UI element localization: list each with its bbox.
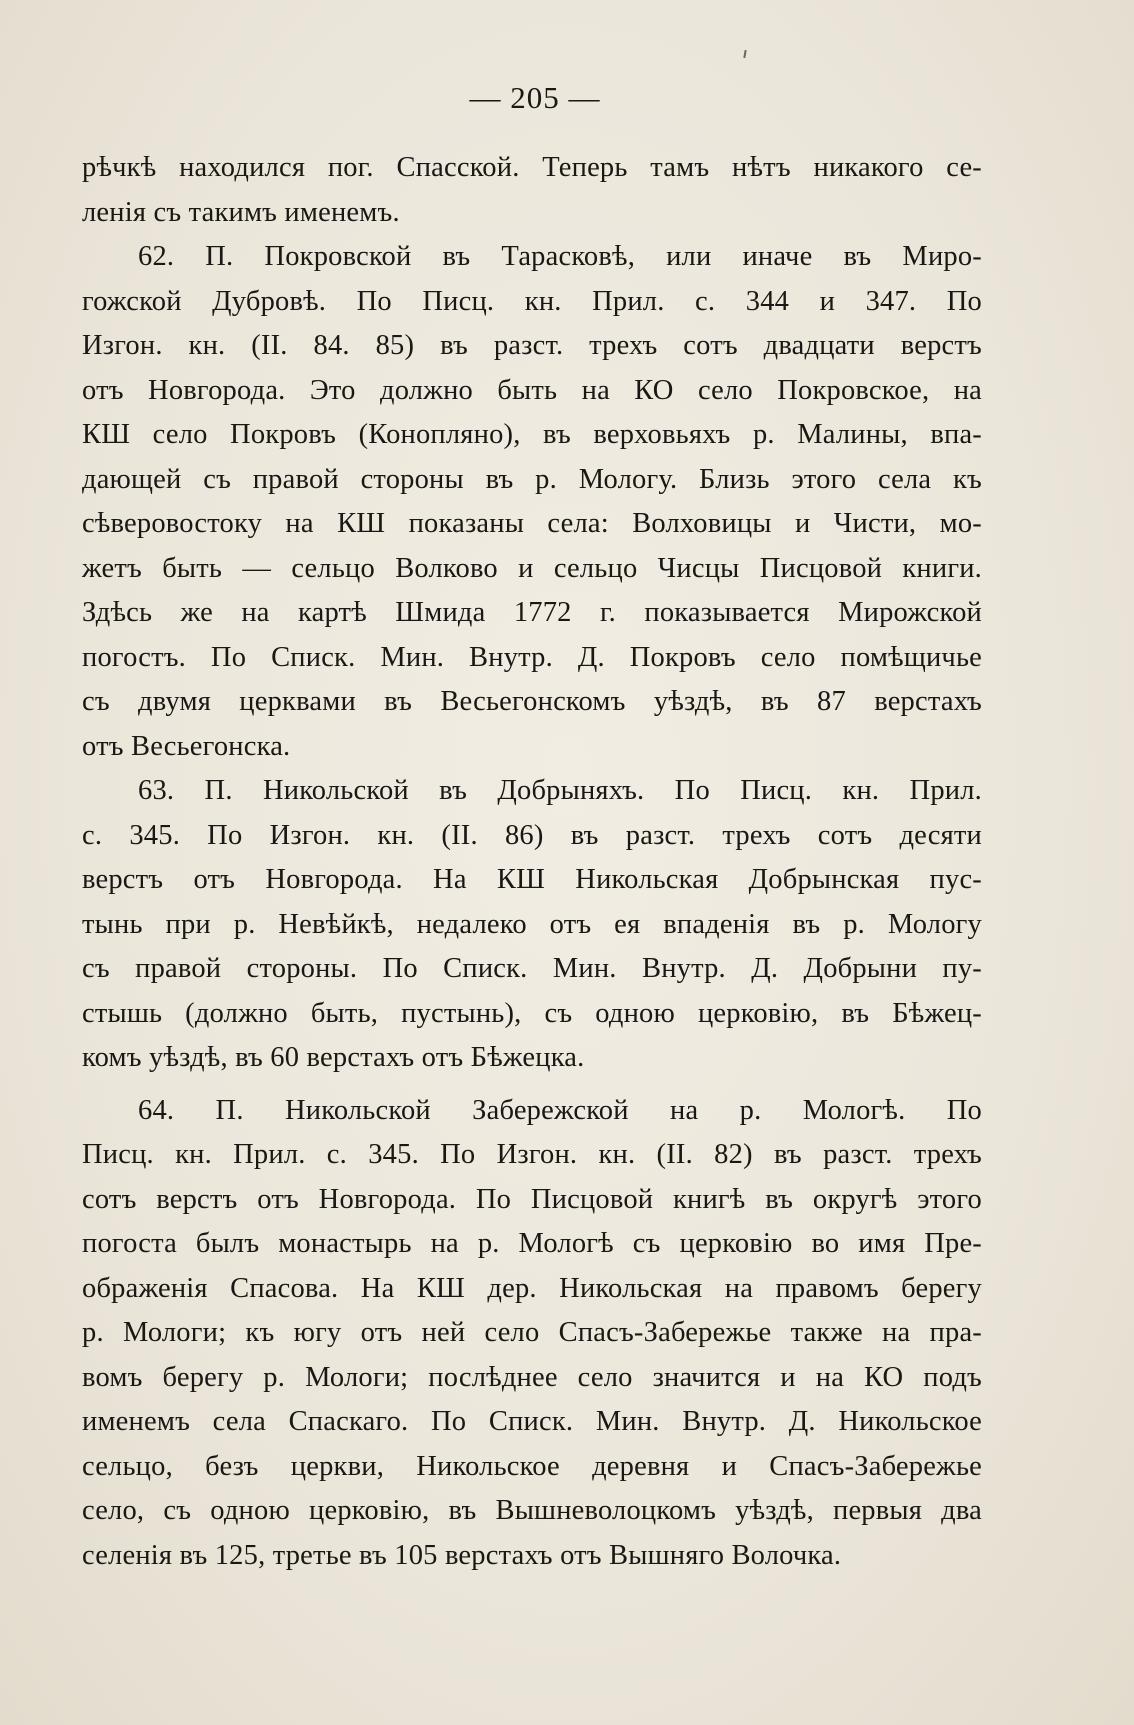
text-line: вомъ берегу р. Мологи; послѣднее село значится и на КО подъ (82, 1361, 982, 1393)
text-line: комъ уѣздѣ, въ 60 верстахъ отъ Бѣжецка. (82, 1042, 585, 1073)
text-line: сѣверовостоку на КШ показаны села: Волховицы и Чисти, мо- (82, 508, 982, 539)
text-line: сотъ верстъ отъ Новгорода. По Писцовой книгѣ въ округѣ этого (82, 1183, 982, 1215)
text-line: селенія въ 125, третье въ 105 верстахъ отъ Вышняго Волочка. (82, 1539, 842, 1571)
text-line: село, съ одною церковію, въ Вышневолоцкомъ уѣздѣ, первыя два (82, 1495, 982, 1526)
text-line: Изгон. кн. (II. 84. 85) въ разст. трехъ сотъ двадцати верстъ (82, 330, 982, 361)
text-line: р. Мологи; къ югу отъ ней село Спасъ-Забережье также на пра- (82, 1317, 982, 1348)
text-line: ленія съ такимъ именемъ. (82, 196, 400, 228)
text-line: с. 345. По Изгон. кн. (II. 86) въ разст. трехъ сотъ десяти (82, 819, 982, 851)
page-number: — 205 — (469, 80, 601, 115)
text-line: отъ Весьегонска. (82, 730, 291, 762)
text-line: гожской Дубровѣ. По Писц. кн. Прил. с. 344 и 347. По (82, 285, 982, 317)
text-line: тынь при р. Невѣйкѣ, недалеко отъ ея впаденія въ р. Мологу (82, 908, 982, 940)
text-line: КШ село Покровъ (Конопляно), въ верховьяхъ р. Малины, впа- (82, 419, 982, 450)
text-line: съ правой стороны. По Списк. Мин. Внутр. Д. Добрыни пу- (82, 953, 982, 984)
text-line: 63. П. Никольской въ Добрыняхъ. По Писц. кн. Прил. (138, 775, 982, 806)
page-body (82, 146, 982, 1578)
text-line: именемъ села Спаскаго. По Списк. Мин. Внутр. Д. Никольское (82, 1406, 982, 1437)
text-line: ображенія Спасова. На КШ дер. Никольская на правомъ берегу (82, 1272, 982, 1304)
text-line: отъ Новгорода. Это должно быть на КО село Покровское, на (82, 374, 982, 406)
ink-mark (743, 50, 746, 58)
text-line: съ двумя церквами въ Весьегонскомъ уѣздѣ, въ 87 верстахъ (82, 686, 982, 717)
text-line: дающей съ правой стороны въ р. Мологу. Близь этого села къ (82, 463, 982, 495)
text-line: стышь (должно быть, пустынь), съ одною церковію, въ Бѣжец- (82, 997, 982, 1029)
text-line: рѣчкѣ находился пог. Спасской. Теперь тамъ нѣтъ никакого се- (82, 152, 982, 183)
text-line: Здѣсь же на картѣ Шмида 1772 г. показывается Мирожской (82, 597, 982, 628)
text-line: 64. П. Никольской Забережской на р. Мологѣ. По (138, 1094, 982, 1126)
text-line: 62. П. Покровской въ Тарасковѣ, или иначе въ Миро- (138, 241, 982, 272)
text-line: Писц. кн. Прил. с. 345. По Изгон. кн. (II. 82) въ разст. трехъ (82, 1139, 982, 1170)
text-line: погоста былъ монастырь на р. Мологѣ съ церковію во имя Пре- (82, 1228, 982, 1259)
paragraph-gap (82, 1081, 982, 1089)
text-line: сельцо, безъ церкви, Никольское деревня и Спасъ-Забережье (82, 1450, 982, 1482)
text-line: верстъ отъ Новгорода. На КШ Никольская Добрынская пус- (82, 864, 982, 895)
text-line: жетъ быть — сельцо Волково и сельцо Чисцы Писцовой книги. (82, 552, 982, 584)
text-line: погостъ. По Списк. Мин. Внутр. Д. Покровъ село помѣщичье (82, 641, 982, 673)
